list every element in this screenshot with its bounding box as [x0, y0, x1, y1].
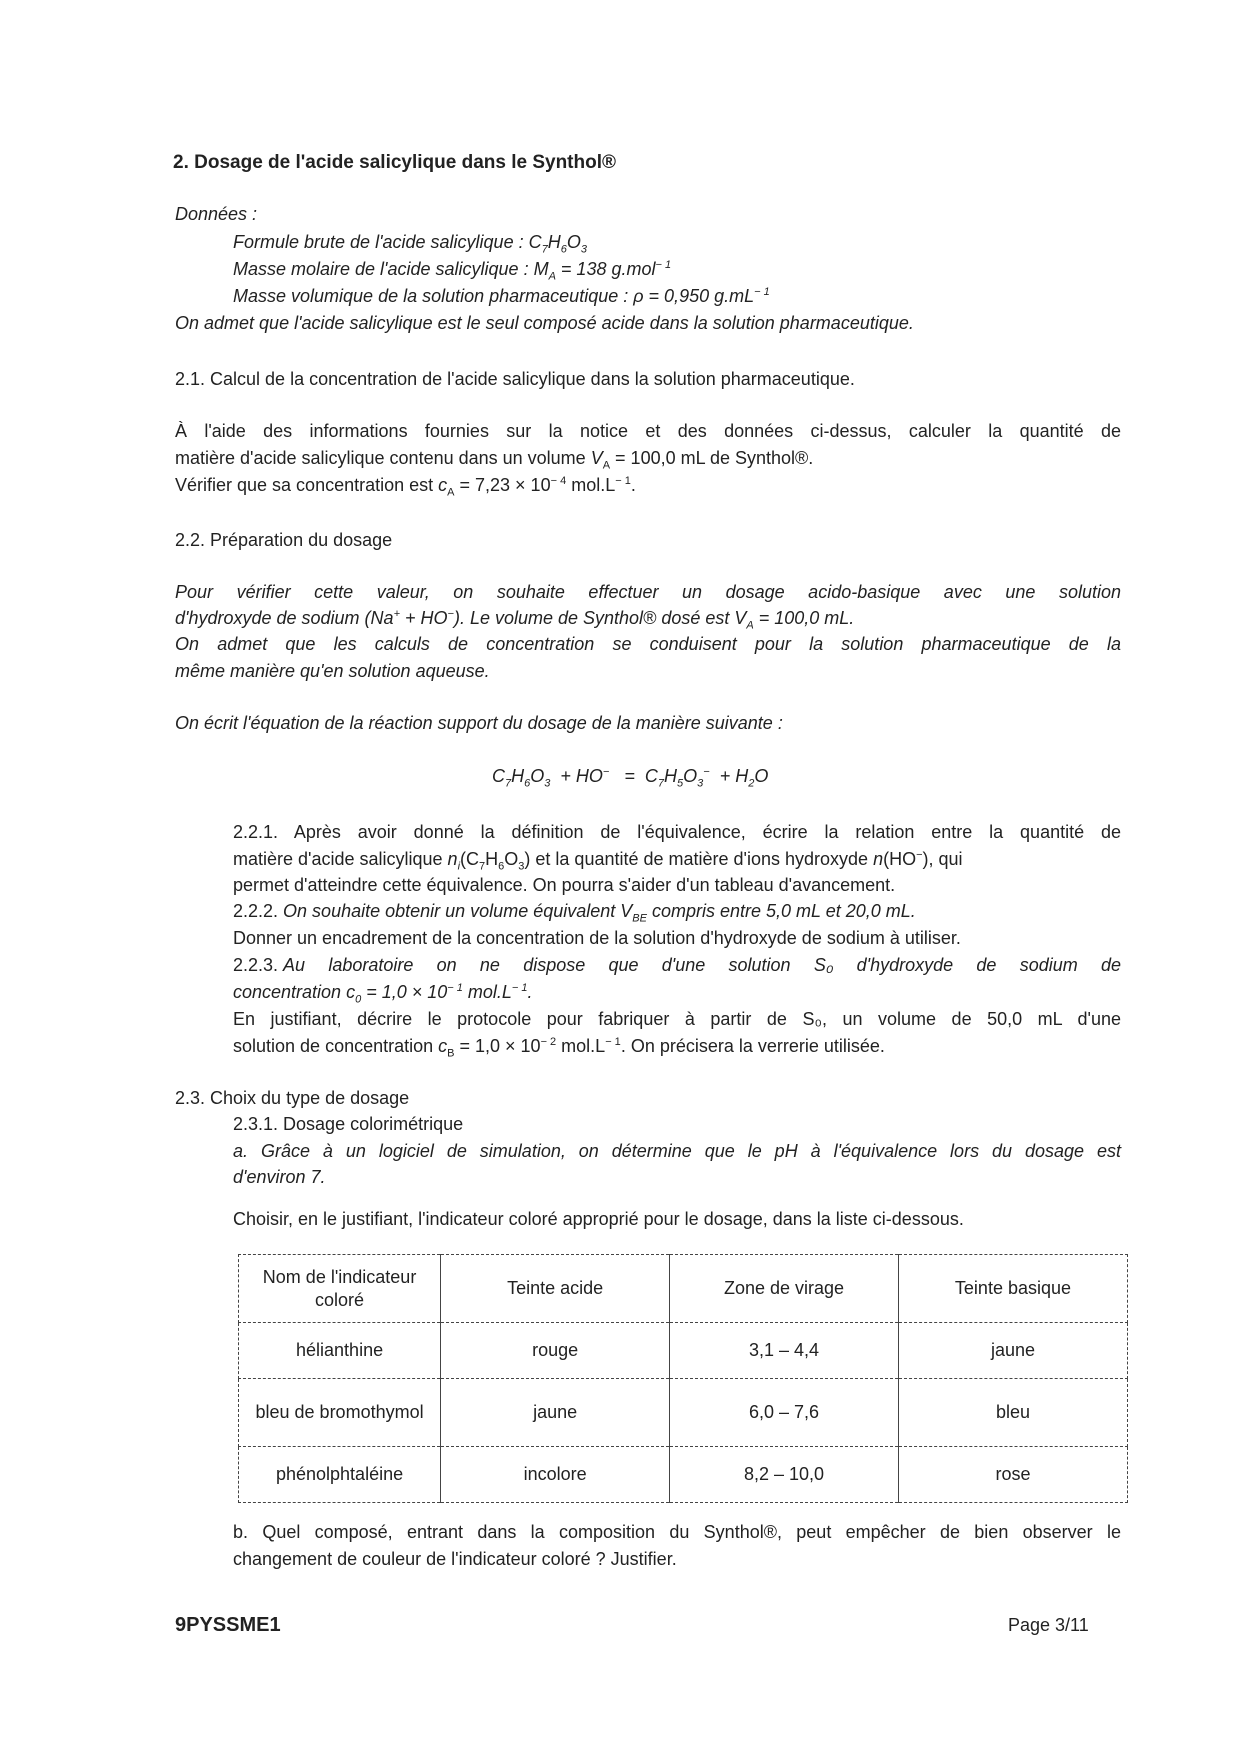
- s21-line3: Vérifier que sa concentration est $c_A = 7,23 \times 10^{- 4}$ $mol.L^{- 1}$.: [175, 475, 636, 499]
- s223-line4: solution de concentration $c_B = 1,0 \times 10^{- 2}$ $mol.L^{- 1}$. On précisera la verrerie utilisée.: [233, 1036, 885, 1060]
- s22-p2-line1: On admet que les calculs de concentration se conduisent pour la solution pharmaceutique de la: [175, 634, 1121, 654]
- table-cell: 6,0 – 7,6: [670, 1379, 899, 1447]
- header-cell: Teinte basique: [898, 1255, 1127, 1323]
- s231-title: 2.3.1. Dosage colorimétrique: [233, 1114, 464, 1134]
- s222-line2: Donner un encadrement de la concentration de la solution d'hydroxyde de sodium à utiliser.: [233, 928, 961, 948]
- s221-line2: matière d'acide salicylique $n_i(C_7H_6O_3)$ et la quantité de matière d'ions hydroxyde n(HO−), qui: [233, 849, 963, 873]
- table-cell: bleu: [898, 1379, 1127, 1447]
- s22-p1-line1: Pour vérifier cette valeur, on souhaite effectuer un dosage acido-basique avec une solution: [175, 582, 1121, 602]
- s223-line1: 2.2.3. Au laboratoire on ne dispose que d'une solution S₀ d'hydroxyde de sodium de: [233, 955, 1121, 975]
- table-cell: jaune: [898, 1323, 1127, 1379]
- s23-title: 2.3. Choix du type de dosage: [175, 1088, 410, 1108]
- table-cell: hélianthine: [239, 1323, 441, 1379]
- s231-a-line1: a. Grâce à un logiciel de simulation, on détermine que le pH à l'équivalence lors du dosage est: [233, 1141, 1121, 1161]
- indicator-table: [238, 1254, 1128, 1503]
- header-cell: Teinte acide: [441, 1255, 670, 1323]
- table-header-row: [239, 1255, 1128, 1323]
- footer-page: Page 3/11: [1008, 1615, 1089, 1635]
- s222-line1: 2.2.2. On souhaite obtenir un volume équivalent $V_{BE}$ compris entre 5,0 mL et 20,0 mL.: [233, 901, 916, 925]
- table-cell: bleu de bromothymol: [239, 1379, 441, 1447]
- footer-code: 9PYSSME1: [175, 1614, 281, 1636]
- s21-line1: À l'aide des informations fournies sur la notice et des données ci-dessus, calculer la quantité de: [175, 421, 1121, 441]
- table-cell: jaune: [441, 1379, 670, 1447]
- donnees-heading: Données :: [175, 204, 258, 224]
- s221-line1: 2.2.1. Après avoir donné la définition de l'équivalence, écrire la relation entre la quantité de: [233, 822, 1121, 842]
- table-row: [239, 1323, 1128, 1379]
- s231-choose: Choisir, en le justifiant, l'indicateur coloré approprié pour le dosage, dans la liste ci-dessous.: [233, 1209, 964, 1229]
- masse-volumique: Masse volumique de la solution pharmaceutique : ρ = 0,950 $g.mL^{- 1}$: [233, 286, 770, 306]
- table-row: [239, 1379, 1128, 1447]
- s231-a-line2: d'environ 7.: [233, 1167, 326, 1187]
- reaction-equation: $C_7H_6O_3 + HO^- = C_7H_5O_3^- + H_2O$: [492, 766, 769, 790]
- s223-line3: En justifiant, décrire le protocole pour fabriquer à partir de S₀, un volume de 50,0 mL d'une: [233, 1009, 1121, 1029]
- equation-intro: On écrit l'équation de la réaction support du dosage de la manière suivante :: [175, 713, 783, 733]
- s22-p1-line2: d'hydroxyde de sodium (Na+ + HO−). Le volume de Synthol® dosé est $V_A = 100,0$ mL.: [175, 608, 855, 632]
- table-cell: rose: [898, 1447, 1127, 1503]
- donnees-admet: On admet que l'acide salicylique est le seul composé acide dans la solution pharmaceutique.: [175, 313, 914, 333]
- s231-b-line2: changement de couleur de l'indicateur coloré ? Justifier.: [233, 1549, 677, 1569]
- s22-p2-line2: même manière qu'en solution aqueuse.: [175, 661, 490, 681]
- header-cell: Nom de l'indicateur coloré: [239, 1255, 441, 1323]
- table-cell: 8,2 – 10,0: [670, 1447, 899, 1503]
- table-cell: phénolphtaléine: [239, 1447, 441, 1503]
- s231-b-line1: b. Quel composé, entrant dans la composition du Synthol®, peut empêcher de bien observer le: [233, 1522, 1121, 1542]
- header-cell: Zone de virage: [670, 1255, 899, 1323]
- s22-title: 2.2. Préparation du dosage: [175, 530, 393, 550]
- s21-title: 2.1. Calcul de la concentration de l'acide salicylique dans la solution pharmaceutique.: [175, 369, 855, 389]
- table-row: [239, 1447, 1128, 1503]
- table-cell: rouge: [441, 1323, 670, 1379]
- section-title: 2. Dosage de l'acide salicylique dans le Synthol®: [173, 152, 617, 173]
- masse-molaire: Masse molaire de l'acide salicylique : $M_A = 138$ g.mol$^{- 1}$: [233, 259, 672, 283]
- table-cell: incolore: [441, 1447, 670, 1503]
- s223-line2: concentration $c_0 = 1,0 \times 10^{- 1}$ $mol.L^{- 1}$.: [233, 982, 533, 1006]
- s21-line2: matière d'acide salicylique contenu dans un volume $V_A = 100,0$ mL de Synthol®.: [175, 448, 814, 472]
- formule-brute: Formule brute de l'acide salicylique : $C_7H_6O_3$: [233, 232, 587, 256]
- table-cell: 3,1 – 4,4: [670, 1323, 899, 1379]
- s221-line3: permet d'atteindre cette équivalence. On pourra s'aider d'un tableau d'avancement.: [233, 875, 896, 895]
